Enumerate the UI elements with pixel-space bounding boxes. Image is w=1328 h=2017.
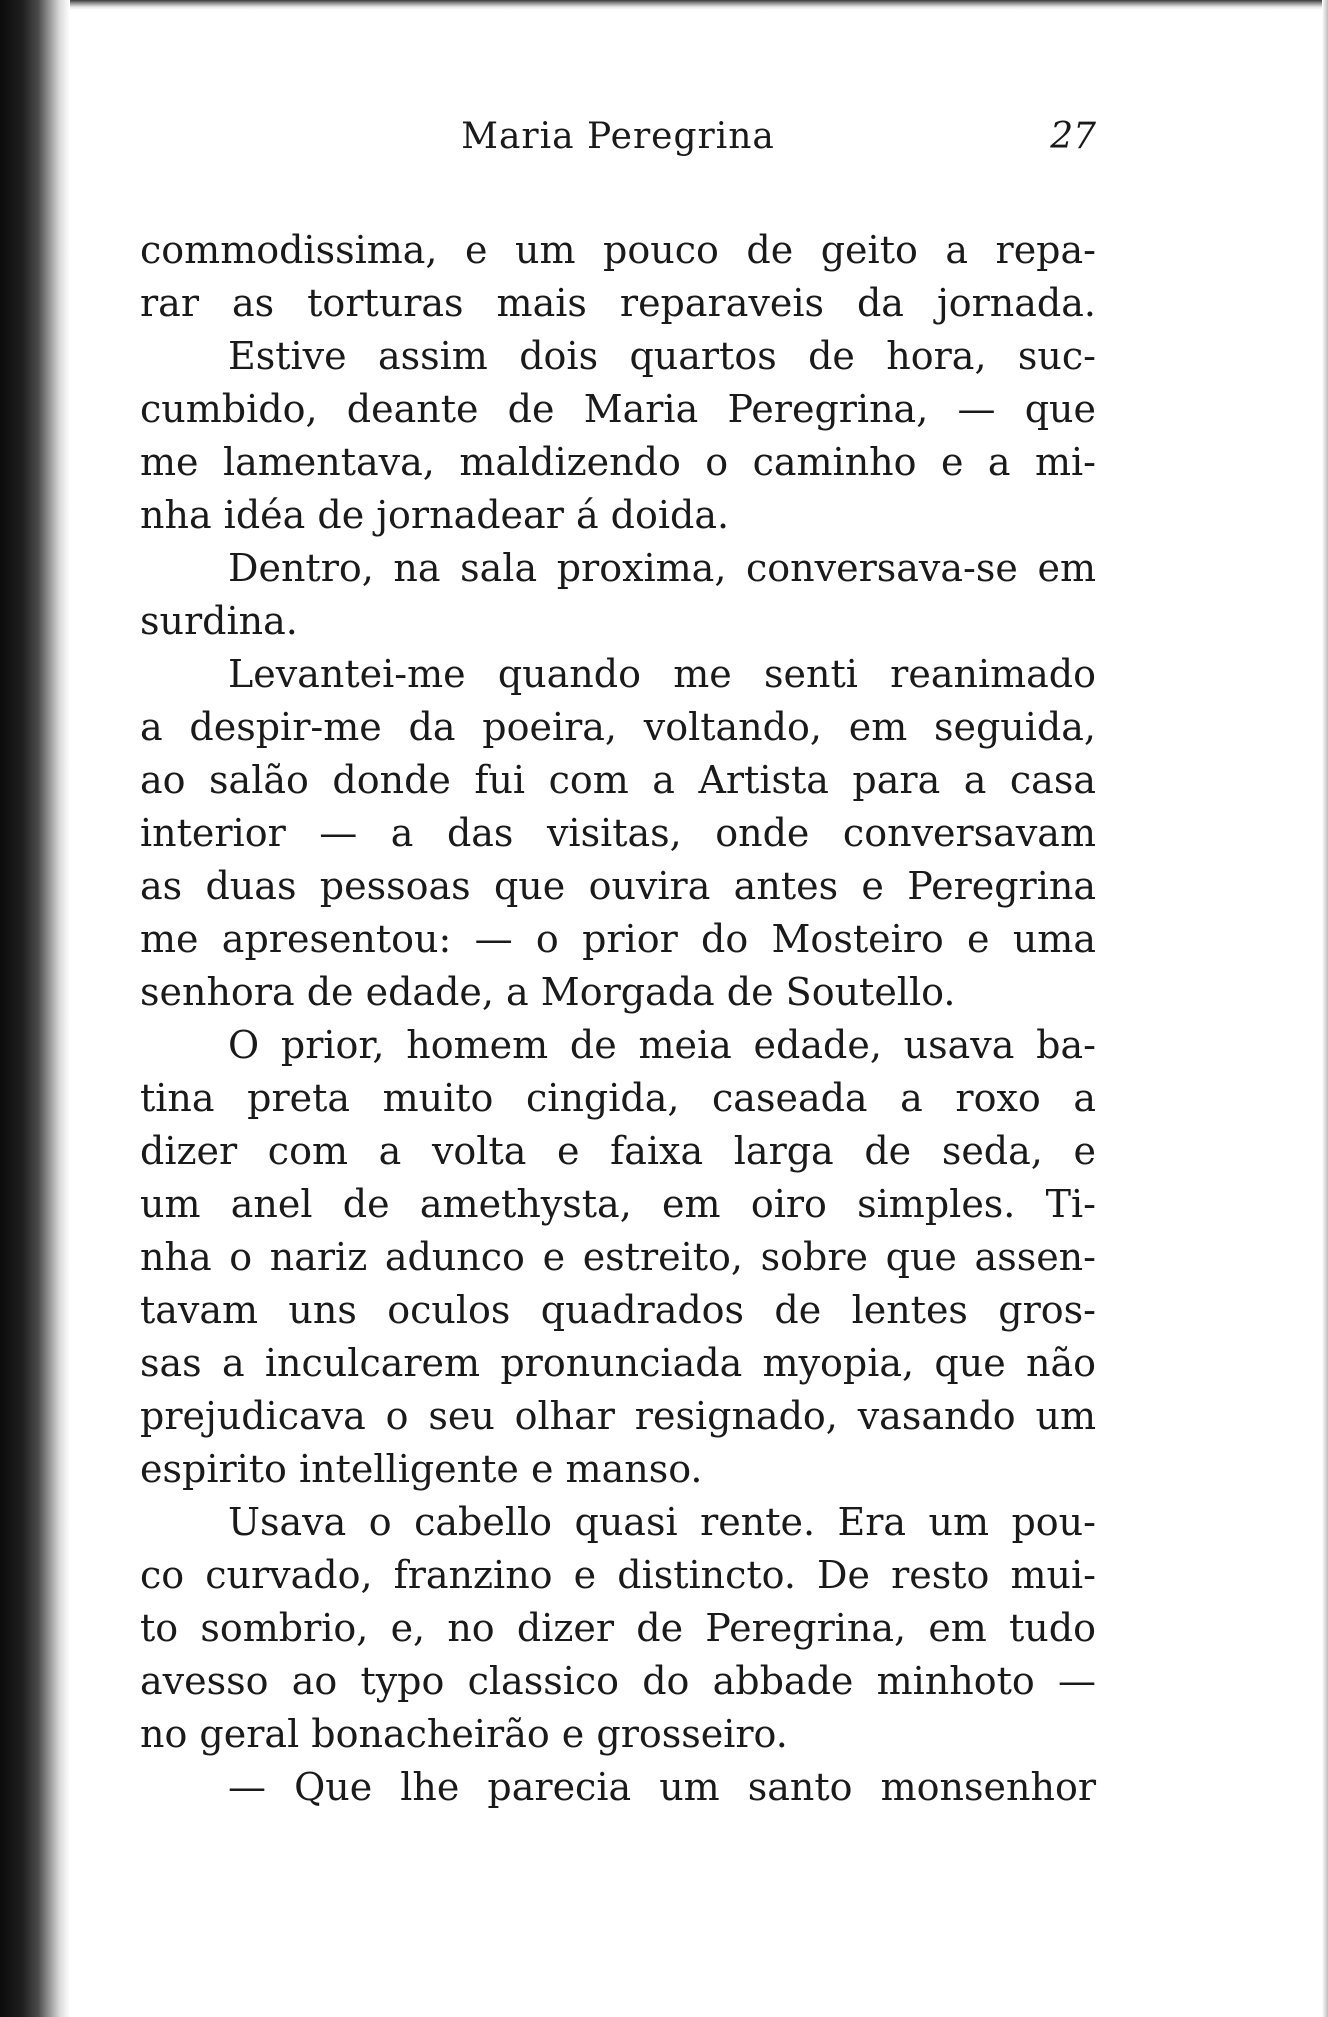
text-line: surdina.: [140, 599, 298, 643]
page-right-edge: [1322, 0, 1328, 2017]
text-line: prejudicava o seu olhar resignado, vasando um: [140, 1394, 1096, 1438]
book-binding-edge: [0, 0, 70, 2017]
text-line: Estive assim dois quartos de hora, suc-: [228, 334, 1096, 378]
text-line: ao salão donde fui com a Artista para a casa: [140, 758, 1096, 802]
running-title: Maria Peregrina: [461, 116, 775, 157]
text-line: senhora de edade, a Morgada de Soutello.: [140, 970, 956, 1014]
text-line: Levantei-me quando me senti reanimado: [228, 652, 1096, 696]
text-line: um anel de amethysta, em oiro simples. Ti-: [140, 1182, 1096, 1226]
text-line: tavam uns oculos quadrados de lentes gros-: [140, 1288, 1096, 1332]
text-line: O prior, homem de meia edade, usava ba-: [228, 1023, 1096, 1067]
text-line: commodissima, e um pouco de geito a repa-: [140, 228, 1096, 272]
text-line: Dentro, na sala proxima, conversava-se em: [228, 546, 1096, 590]
text-line: as duas pessoas que ouvira antes e Peregrina: [140, 864, 1096, 908]
page-top-edge: [0, 0, 1328, 10]
text-line: a despir-me da poeira, voltando, em seguida,: [140, 705, 1096, 749]
text-line: espirito intelligente e manso.: [140, 1447, 703, 1491]
body-text: [140, 224, 1096, 1814]
text-line: — Que lhe parecia um santo monsenhor: [228, 1765, 1096, 1809]
text-line: nha o nariz adunco e estreito, sobre que assen-: [140, 1235, 1096, 1279]
text-line: rar as torturas mais reparaveis da jornada.: [140, 281, 1096, 325]
text-line: me apresentou: — o prior do Mosteiro e uma: [140, 917, 1096, 961]
page-number: 27: [1050, 116, 1096, 157]
text-line: interior — a das visitas, onde conversavam: [140, 811, 1096, 855]
text-line: to sombrio, e, no dizer de Peregrina, em tudo: [140, 1606, 1096, 1650]
page-header: [140, 108, 1096, 172]
text-line: no geral bonacheirão e grosseiro.: [140, 1712, 788, 1756]
text-line: cumbido, deante de Maria Peregrina, — que: [140, 387, 1096, 431]
text-line: sas a inculcarem pronunciada myopia, que não: [140, 1341, 1096, 1385]
text-line: nha idéa de jornadear á doida.: [140, 493, 730, 537]
text-line: me lamentava, maldizendo o caminho e a mi-: [140, 440, 1096, 484]
text-line: co curvado, franzino e distincto. De resto mui-: [140, 1553, 1096, 1597]
text-line: Usava o cabello quasi rente. Era um pou-: [228, 1500, 1096, 1544]
text-line: tina preta muito cingida, caseada a roxo a: [140, 1076, 1096, 1120]
text-line: dizer com a volta e faixa larga de seda, e: [140, 1129, 1096, 1173]
text-line: avesso ao typo classico do abbade minhoto —: [140, 1659, 1096, 1703]
